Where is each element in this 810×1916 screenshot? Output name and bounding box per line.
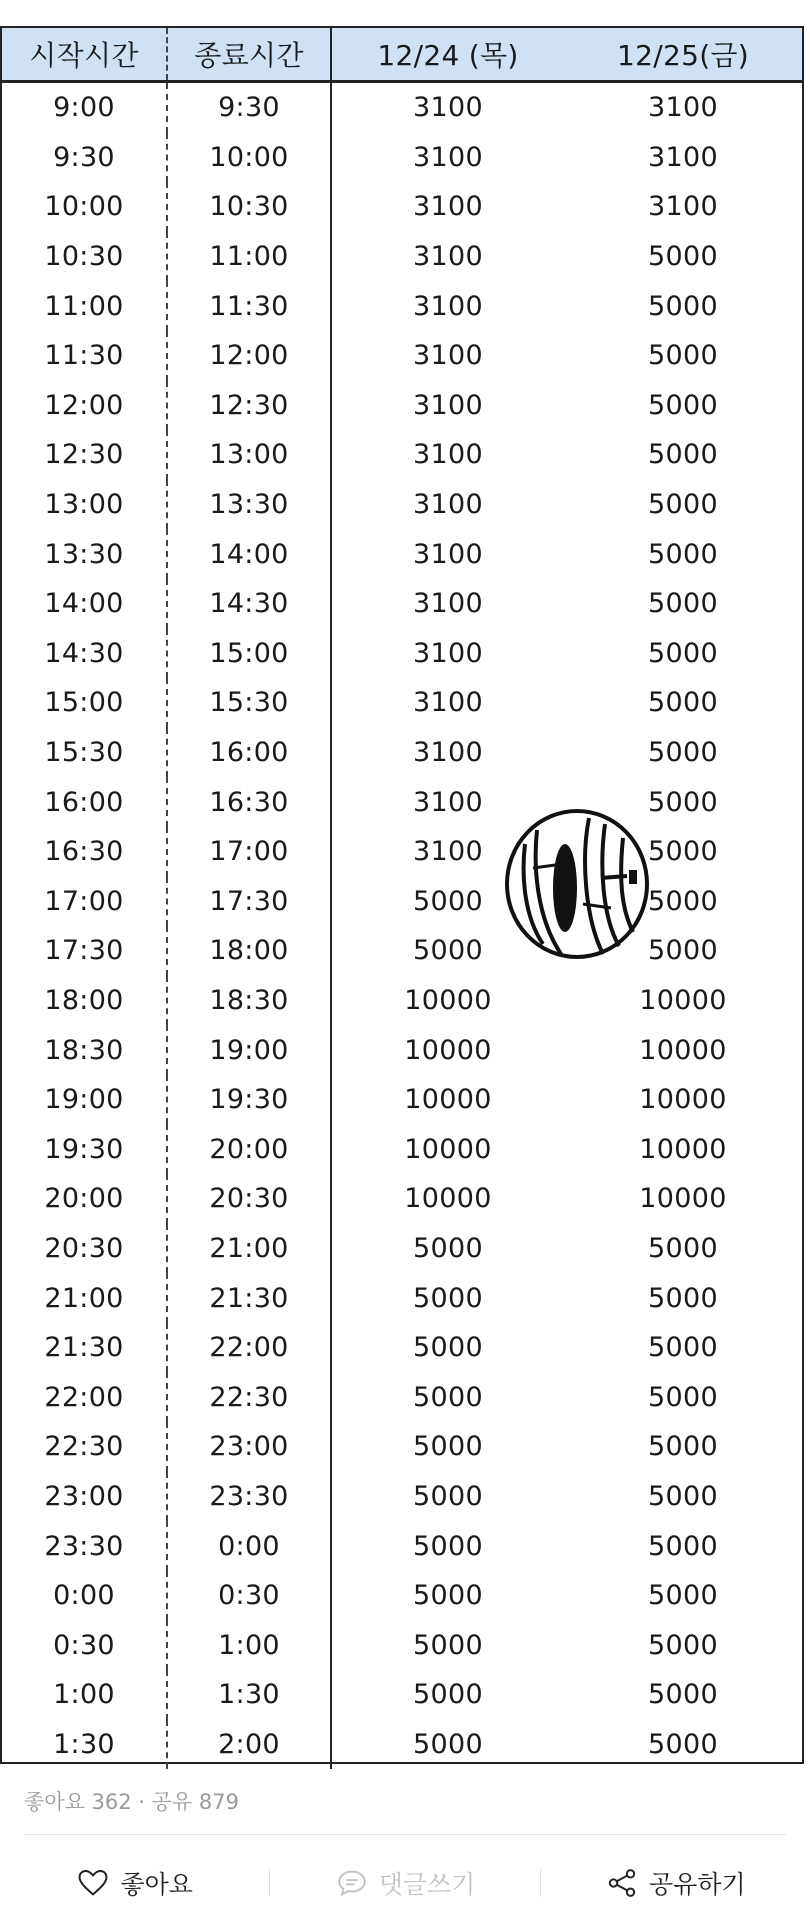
end-time-cell: 15:30 — [166, 678, 330, 728]
price-1224-cell: 10000 — [330, 1124, 564, 1174]
start-time-cell: 15:30 — [44, 737, 124, 769]
table-row — [2, 529, 802, 579]
price-1225-cell: 5000 — [648, 1381, 718, 1413]
start-time-cell: 13:30 — [44, 538, 124, 570]
table-row — [2, 1174, 802, 1224]
price-1224-cell: 5000 — [330, 1571, 564, 1621]
table-row — [2, 1521, 802, 1571]
end-time-cell: 9:30 — [166, 83, 330, 133]
table-row — [2, 1075, 802, 1125]
price-1224-cell: 3100 — [330, 381, 564, 431]
price-1225-cell: 5000 — [648, 935, 718, 967]
start-time-cell: 18:00 — [44, 984, 124, 1016]
price-1225-cell: 5000 — [648, 241, 718, 273]
price-1225-cell: 5000 — [648, 1629, 718, 1661]
table-row — [2, 728, 802, 778]
price-1224-cell: 5000 — [330, 1472, 564, 1522]
end-time-cell: 12:00 — [166, 331, 330, 381]
start-time-cell: 17:30 — [44, 935, 124, 967]
price-1224-cell: 5000 — [330, 1224, 564, 1274]
start-time-cell: 20:00 — [44, 1183, 124, 1215]
table-row — [2, 281, 802, 331]
header-date-1224: 12/24 (목) — [330, 28, 564, 80]
comment-label: 댓글쓰기 — [378, 1870, 476, 1899]
price-1225-cell: 5000 — [648, 439, 718, 471]
price-1224-cell: 3100 — [330, 232, 564, 282]
price-1225-cell: 5000 — [648, 637, 718, 669]
header-start-time: 시작시간 — [29, 39, 139, 72]
start-time-cell: 10:00 — [44, 191, 124, 223]
comment-button[interactable] — [270, 1865, 539, 1901]
price-1225-cell: 3100 — [648, 191, 718, 223]
end-time-cell: 22:30 — [166, 1372, 330, 1422]
table-row — [2, 629, 802, 679]
share-label: 공유하기 — [649, 1870, 746, 1899]
price-1225-cell: 5000 — [648, 836, 718, 868]
price-1225-cell: 5000 — [648, 737, 718, 769]
end-time-cell: 23:30 — [166, 1472, 330, 1522]
price-1224-cell: 3100 — [330, 430, 564, 480]
end-time-cell: 14:00 — [166, 529, 330, 579]
price-1225-cell: 5000 — [648, 538, 718, 570]
table-row — [2, 1025, 802, 1075]
like-label: 좋아요 — [120, 1870, 193, 1899]
table-row — [2, 1323, 802, 1373]
end-time-cell: 19:00 — [166, 1025, 330, 1075]
price-1224-cell: 3100 — [330, 827, 564, 877]
price-1224-cell: 5000 — [330, 1372, 564, 1422]
table-row — [2, 1571, 802, 1621]
start-time-cell: 14:00 — [44, 588, 124, 620]
price-1224-cell: 3100 — [330, 331, 564, 381]
table-row — [2, 827, 802, 877]
end-time-cell: 15:00 — [166, 629, 330, 679]
start-time-cell: 15:00 — [44, 687, 124, 719]
header-date-1225: 12/25(금) — [617, 39, 749, 72]
start-time-cell: 21:00 — [44, 1282, 124, 1314]
price-1224-cell: 10000 — [330, 1174, 564, 1224]
price-1225-cell: 5000 — [648, 786, 718, 818]
end-time-cell: 12:30 — [166, 381, 330, 431]
table-row — [2, 777, 802, 827]
table-row — [2, 381, 802, 431]
end-time-cell: 11:30 — [166, 281, 330, 331]
start-time-cell: 23:30 — [44, 1530, 124, 1562]
footer-divider — [24, 1834, 786, 1835]
price-1225-cell: 5000 — [648, 1530, 718, 1562]
price-1224-cell: 3100 — [330, 579, 564, 629]
end-time-cell: 13:30 — [166, 480, 330, 530]
price-1225-cell: 10000 — [639, 1183, 727, 1215]
price-1225-cell: 5000 — [648, 489, 718, 521]
table-row — [2, 877, 802, 927]
price-1225-cell: 3100 — [648, 92, 718, 124]
end-time-cell: 21:00 — [166, 1224, 330, 1274]
table-row — [2, 480, 802, 530]
table-row — [2, 1670, 802, 1720]
end-time-cell: 22:00 — [166, 1323, 330, 1373]
price-1224-cell: 5000 — [330, 926, 564, 976]
table-row — [2, 182, 802, 232]
price-1224-cell: 3100 — [330, 728, 564, 778]
end-time-cell: 1:30 — [166, 1670, 330, 1720]
start-time-cell: 0:00 — [53, 1580, 115, 1612]
end-time-cell: 17:30 — [166, 877, 330, 927]
table-row — [2, 678, 802, 728]
table-row — [2, 331, 802, 381]
price-1224-cell: 5000 — [330, 1521, 564, 1571]
heart-icon — [76, 1866, 110, 1900]
price-1224-cell: 5000 — [330, 1620, 564, 1670]
action-bar — [0, 1850, 810, 1916]
end-time-cell: 23:00 — [166, 1422, 330, 1472]
stamp-icon — [503, 808, 651, 960]
end-time-cell: 1:00 — [166, 1620, 330, 1670]
price-1225-cell: 5000 — [648, 389, 718, 421]
price-1225-cell: 5000 — [648, 1431, 718, 1463]
start-time-cell: 23:00 — [44, 1480, 124, 1512]
price-1224-cell: 3100 — [330, 281, 564, 331]
share-button[interactable] — [541, 1865, 810, 1901]
end-time-cell: 16:30 — [166, 777, 330, 827]
price-1225-cell: 10000 — [639, 1133, 727, 1165]
table-row — [2, 133, 802, 183]
start-time-cell: 13:00 — [44, 489, 124, 521]
table-row — [2, 232, 802, 282]
price-1224-cell: 3100 — [330, 133, 564, 183]
start-time-cell: 19:30 — [44, 1133, 124, 1165]
start-time-cell: 11:30 — [44, 340, 124, 372]
table-row — [2, 1620, 802, 1670]
end-time-cell: 18:00 — [166, 926, 330, 976]
price-1225-cell: 5000 — [648, 1282, 718, 1314]
price-1224-cell: 5000 — [330, 1670, 564, 1720]
end-time-cell: 21:30 — [166, 1273, 330, 1323]
price-1224-cell: 3100 — [330, 83, 564, 133]
end-time-cell: 16:00 — [166, 728, 330, 778]
price-1224-cell: 3100 — [330, 529, 564, 579]
end-time-cell: 13:00 — [166, 430, 330, 480]
price-1224-cell: 5000 — [330, 877, 564, 927]
speech-bubble-icon — [335, 1866, 369, 1900]
share-icon — [605, 1866, 639, 1900]
start-time-cell: 0:30 — [53, 1629, 115, 1661]
table-row — [2, 430, 802, 480]
table-row — [2, 1472, 802, 1522]
end-time-cell: 2:00 — [166, 1720, 330, 1770]
price-1225-cell: 5000 — [648, 885, 718, 917]
price-1225-cell: 5000 — [648, 1679, 718, 1711]
like-button[interactable] — [0, 1865, 269, 1901]
start-time-cell: 17:00 — [44, 885, 124, 917]
price-1225-cell: 10000 — [639, 1034, 727, 1066]
start-time-cell: 19:00 — [44, 1084, 124, 1116]
start-time-cell: 14:30 — [44, 637, 124, 669]
table-body — [2, 83, 802, 1769]
table-row — [2, 976, 802, 1026]
price-1225-cell: 3100 — [648, 141, 718, 173]
table-row — [2, 1422, 802, 1472]
price-1224-cell: 10000 — [330, 1075, 564, 1125]
price-1224-cell: 3100 — [330, 629, 564, 679]
start-time-cell: 10:30 — [44, 241, 124, 273]
price-1225-cell: 5000 — [648, 1332, 718, 1364]
price-1224-cell: 5000 — [330, 1323, 564, 1373]
table-row — [2, 1273, 802, 1323]
price-1225-cell: 5000 — [648, 340, 718, 372]
start-time-cell: 22:00 — [44, 1381, 124, 1413]
price-1225-cell: 5000 — [648, 1480, 718, 1512]
end-time-cell: 10:00 — [166, 133, 330, 183]
start-time-cell: 21:30 — [44, 1332, 124, 1364]
end-time-cell: 14:30 — [166, 579, 330, 629]
price-1225-cell: 5000 — [648, 1580, 718, 1612]
price-1225-cell: 5000 — [648, 290, 718, 322]
start-time-cell: 16:30 — [44, 836, 124, 868]
end-time-cell: 0:00 — [166, 1521, 330, 1571]
end-time-cell: 10:30 — [166, 182, 330, 232]
start-time-cell: 9:00 — [53, 92, 115, 124]
price-1224-cell: 3100 — [330, 480, 564, 530]
header-end-time: 종료시간 — [166, 28, 330, 80]
end-time-cell: 19:30 — [166, 1075, 330, 1125]
table-row — [2, 1124, 802, 1174]
start-time-cell: 12:00 — [44, 389, 124, 421]
price-1224-cell: 3100 — [330, 182, 564, 232]
start-time-cell: 12:30 — [44, 439, 124, 471]
table-header — [2, 26, 802, 83]
table-row — [2, 83, 802, 133]
reaction-counts: 좋아요 362 · 공유 879 — [24, 1790, 239, 1814]
price-1225-cell: 10000 — [639, 984, 727, 1016]
start-time-cell: 9:30 — [53, 141, 115, 173]
start-time-cell: 22:30 — [44, 1431, 124, 1463]
price-1225-cell: 5000 — [648, 588, 718, 620]
end-time-cell: 17:00 — [166, 827, 330, 877]
table-row — [2, 926, 802, 976]
price-1224-cell: 5000 — [330, 1720, 564, 1770]
table-row — [2, 579, 802, 629]
start-time-cell: 1:00 — [53, 1679, 115, 1711]
price-1224-cell: 3100 — [330, 678, 564, 728]
start-time-cell: 20:30 — [44, 1232, 124, 1264]
end-time-cell: 11:00 — [166, 232, 330, 282]
table-row — [2, 1372, 802, 1422]
price-1225-cell: 5000 — [648, 1728, 718, 1760]
start-time-cell: 11:00 — [44, 290, 124, 322]
end-time-cell: 18:30 — [166, 976, 330, 1026]
start-time-cell: 18:30 — [44, 1034, 124, 1066]
price-1224-cell: 10000 — [330, 1025, 564, 1075]
price-1224-cell: 3100 — [330, 777, 564, 827]
price-1224-cell: 5000 — [330, 1422, 564, 1472]
table-row — [2, 1720, 802, 1770]
price-1225-cell: 10000 — [639, 1084, 727, 1116]
price-table — [0, 26, 804, 1764]
start-time-cell: 1:30 — [53, 1728, 115, 1760]
table-row — [2, 1224, 802, 1274]
start-time-cell: 16:00 — [44, 786, 124, 818]
price-1225-cell: 5000 — [648, 687, 718, 719]
end-time-cell: 0:30 — [166, 1571, 330, 1621]
price-1224-cell: 5000 — [330, 1273, 564, 1323]
end-time-cell: 20:30 — [166, 1174, 330, 1224]
price-1225-cell: 5000 — [648, 1232, 718, 1264]
price-1224-cell: 10000 — [330, 976, 564, 1026]
end-time-cell: 20:00 — [166, 1124, 330, 1174]
